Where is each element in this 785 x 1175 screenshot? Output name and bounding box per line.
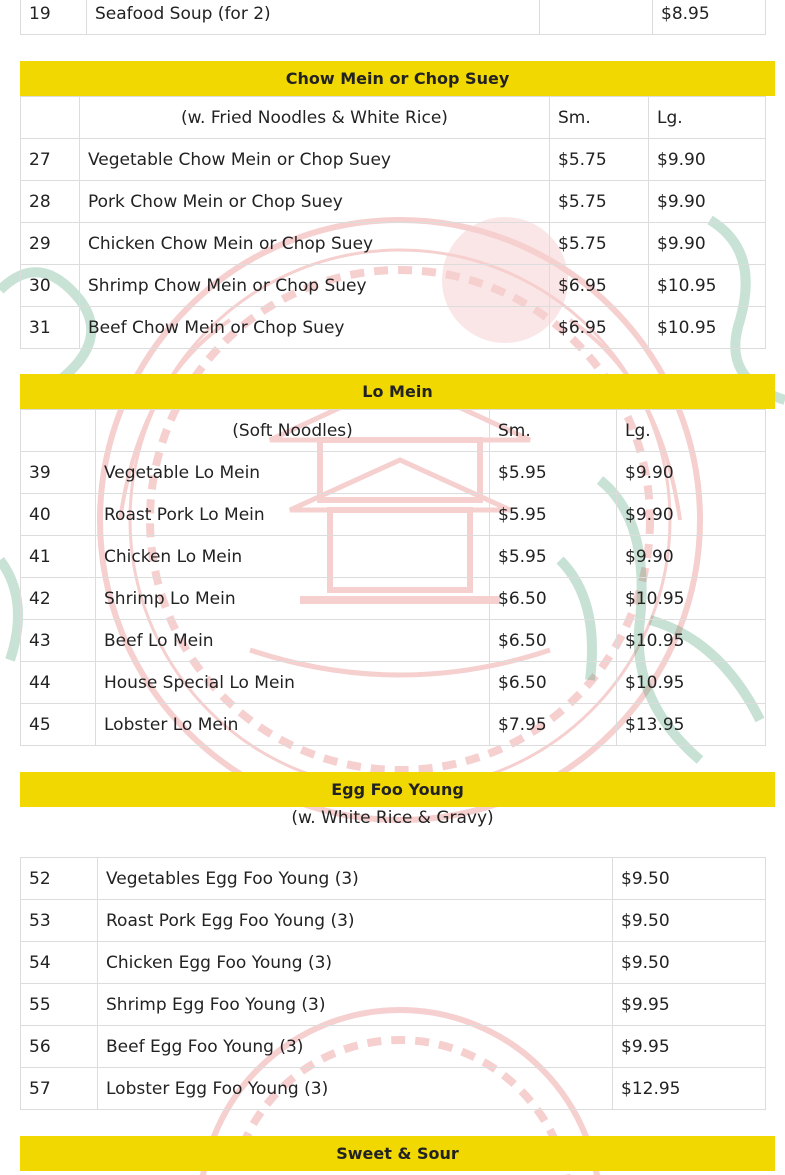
item-number: 41 <box>21 536 96 578</box>
table-row <box>21 265 766 307</box>
header-large: Lg. <box>649 97 766 139</box>
item-number: 45 <box>21 704 96 746</box>
item-price-large: $9.90 <box>649 181 766 223</box>
item-name: Vegetable Lo Mein <box>96 452 490 494</box>
item-number: 52 <box>21 858 98 900</box>
item-price: $8.95 <box>653 0 766 35</box>
table-row <box>21 662 766 704</box>
table-header-row <box>21 97 766 139</box>
item-number: 40 <box>21 494 96 536</box>
item-price-small: $6.95 <box>550 265 649 307</box>
item-name: Roast Pork Lo Mein <box>96 494 490 536</box>
item-price-large: $10.95 <box>617 620 766 662</box>
header-small: Sm. <box>550 97 649 139</box>
item-number: 44 <box>21 662 96 704</box>
item-number: 30 <box>21 265 80 307</box>
section-header-sweet-sour: Sweet & Sour <box>20 1136 775 1171</box>
table-row <box>21 984 766 1026</box>
item-price: $12.95 <box>613 1068 766 1110</box>
item-name: Beef Lo Mein <box>96 620 490 662</box>
item-name: Shrimp Chow Mein or Chop Suey <box>80 265 550 307</box>
item-price-large: $10.95 <box>649 307 766 349</box>
item-number: 31 <box>21 307 80 349</box>
item-name: Vegetable Chow Mein or Chop Suey <box>80 139 550 181</box>
item-name: Chicken Egg Foo Young (3) <box>98 942 613 984</box>
section-header-egg-foo-young: Egg Foo Young <box>20 772 775 807</box>
table-row <box>21 900 766 942</box>
table-row <box>21 536 766 578</box>
item-price-small: $5.95 <box>490 452 617 494</box>
item-number: 28 <box>21 181 80 223</box>
item-name: Beef Egg Foo Young (3) <box>98 1026 613 1068</box>
item-name: Pork Chow Mein or Chop Suey <box>80 181 550 223</box>
section-subtitle: (w. White Rice & Gravy) <box>291 808 494 828</box>
table-row <box>21 139 766 181</box>
table-row <box>21 858 766 900</box>
item-price: $9.50 <box>613 942 766 984</box>
table-row <box>21 1068 766 1110</box>
item-name: Chicken Chow Mein or Chop Suey <box>80 223 550 265</box>
table-row <box>21 0 766 35</box>
table-row <box>21 942 766 984</box>
item-price: $9.95 <box>613 984 766 1026</box>
item-price-small: $5.75 <box>550 181 649 223</box>
item-price-small: $5.75 <box>550 139 649 181</box>
table-row <box>21 1026 766 1068</box>
item-name: Beef Chow Mein or Chop Suey <box>80 307 550 349</box>
item-price-large: $9.90 <box>617 536 766 578</box>
item-name: Shrimp Egg Foo Young (3) <box>98 984 613 1026</box>
item-name: House Special Lo Mein <box>96 662 490 704</box>
item-number: 43 <box>21 620 96 662</box>
item-number: 27 <box>21 139 80 181</box>
item-name: Lobster Lo Mein <box>96 704 490 746</box>
item-name: Shrimp Lo Mein <box>96 578 490 620</box>
item-price: $9.50 <box>613 900 766 942</box>
section-header-lo-mein: Lo Mein <box>20 374 775 409</box>
table-row <box>21 223 766 265</box>
header-blank <box>21 410 96 452</box>
item-number: 55 <box>21 984 98 1026</box>
item-price-empty <box>540 0 653 35</box>
item-price-large: $9.90 <box>649 223 766 265</box>
table-row <box>21 494 766 536</box>
item-price-large: $10.95 <box>617 578 766 620</box>
item-number: 39 <box>21 452 96 494</box>
item-number: 54 <box>21 942 98 984</box>
header-blank <box>21 97 80 139</box>
item-price: $9.50 <box>613 858 766 900</box>
item-name: Lobster Egg Foo Young (3) <box>98 1068 613 1110</box>
item-price-small: $6.95 <box>550 307 649 349</box>
item-number: 57 <box>21 1068 98 1110</box>
table-row <box>21 452 766 494</box>
section-header-chow-mein: Chow Mein or Chop Suey <box>20 61 775 96</box>
item-number: 53 <box>21 900 98 942</box>
header-description: (w. Fried Noodles & White Rice) <box>80 97 550 139</box>
item-price-large: $9.90 <box>649 139 766 181</box>
egg-foo-young-table <box>20 857 766 1110</box>
soup-table <box>20 0 766 35</box>
table-row <box>21 181 766 223</box>
item-price-large: $13.95 <box>617 704 766 746</box>
item-price-large: $10.95 <box>649 265 766 307</box>
item-name: Roast Pork Egg Foo Young (3) <box>98 900 613 942</box>
item-number: 19 <box>21 0 87 35</box>
item-price: $9.95 <box>613 1026 766 1068</box>
item-number: 42 <box>21 578 96 620</box>
lo-mein-table <box>20 409 766 746</box>
header-description: (Soft Noodles) <box>96 410 490 452</box>
item-number: 29 <box>21 223 80 265</box>
item-number: 56 <box>21 1026 98 1068</box>
item-price-large: $9.90 <box>617 452 766 494</box>
item-price-small: $6.50 <box>490 578 617 620</box>
item-price-large: $9.90 <box>617 494 766 536</box>
header-small: Sm. <box>490 410 617 452</box>
item-price-small: $5.95 <box>490 494 617 536</box>
item-name: Vegetables Egg Foo Young (3) <box>98 858 613 900</box>
table-row <box>21 620 766 662</box>
item-name: Seafood Soup (for 2) <box>87 0 540 35</box>
header-large: Lg. <box>617 410 766 452</box>
item-name: Chicken Lo Mein <box>96 536 490 578</box>
item-price-small: $5.95 <box>490 536 617 578</box>
item-price-small: $5.75 <box>550 223 649 265</box>
table-row <box>21 704 766 746</box>
table-header-row <box>21 410 766 452</box>
item-price-large: $10.95 <box>617 662 766 704</box>
table-row <box>21 307 766 349</box>
item-price-small: $6.50 <box>490 620 617 662</box>
item-price-small: $7.95 <box>490 704 617 746</box>
table-row <box>21 578 766 620</box>
chow-mein-table <box>20 96 766 349</box>
item-price-small: $6.50 <box>490 662 617 704</box>
